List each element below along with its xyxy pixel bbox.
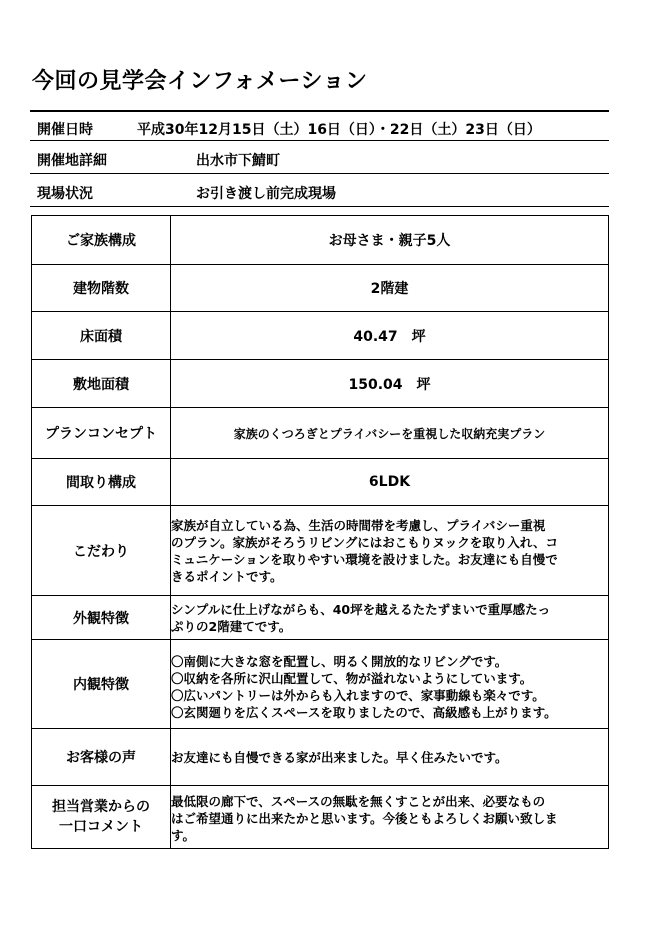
spec-row-floor-area (32, 312, 609, 360)
spec-table (31, 215, 609, 849)
sales-comment-label-line: 担当営業からの (52, 799, 150, 815)
floor-area-label: 床面積 (32, 312, 171, 360)
sales-comment-line: はご希望通りに出来たかと思います。今後ともよろしくお願い致しま (171, 811, 558, 826)
dates-value: 平成30年12月15日（土）16日（日）・22日（土）23日（日） (137, 122, 541, 138)
family-value: お母さま・親子5人 (171, 216, 609, 265)
spec-row-layout (32, 459, 609, 506)
site-status-label: 現場状況 (37, 186, 93, 202)
sales-comment-text (171, 786, 609, 849)
sales-comment-line: す。 (171, 828, 196, 843)
spec-row-kodawari (32, 506, 609, 596)
spec-row-exterior (32, 596, 609, 640)
location-value: 出水市下鯖町 (196, 153, 280, 169)
sales-comment-label (32, 786, 171, 849)
interior-line: 〇広いパントリーは外からも入れますので、家事動線も楽々です。 (171, 688, 545, 703)
kodawari-text (171, 506, 609, 596)
spec-row-site-area (32, 360, 609, 408)
interior-line: 〇玄関廻りを広くスペースを取りましたので、高級感も上がります。 (171, 705, 557, 720)
info-row-site-status (30, 176, 609, 207)
location-label: 開催地詳細 (37, 153, 107, 169)
kodawari-line: 家族が自立している為、生活の時間帯を考慮し、プライバシー重視 (171, 517, 546, 533)
exterior-text (171, 596, 609, 640)
floors-value: 2階建 (171, 265, 609, 312)
floors-label: 建物階数 (32, 265, 171, 312)
customer-voice-label: お客様の声 (32, 729, 171, 786)
plan-concept-label: プランコンセプト (32, 408, 171, 459)
spec-row-sales-comment (32, 786, 609, 849)
customer-voice-value: お友達にも自慢できる家が出来ました。早く住みたいです。 (171, 729, 609, 786)
family-label: ご家族構成 (32, 216, 171, 265)
site-status-value: お引き渡し前完成現場 (196, 186, 336, 202)
layout-value: 6LDK (171, 459, 609, 506)
plan-concept-value: 家族のくつろぎとプライバシーを重視した収納充実プラン (171, 408, 609, 459)
floor-area-value: 40.47 坪 (171, 312, 609, 360)
kodawari-line: のプラン。家族がそろうリビングにはおこもりヌックを取り入れ、コ (171, 534, 559, 550)
sales-comment-line: 最低限の廊下で、スペースの無駄を無くすことが出来、必要なもの (171, 794, 546, 809)
kodawari-line: きるポイントです。 (171, 568, 283, 584)
sales-comment-label-line: 一口コメント (59, 819, 143, 835)
interior-line: 〇収納を各所に沢山配置して、物が溢れないようにしています。 (171, 671, 533, 686)
info-row-location (30, 143, 609, 174)
kodawari-line: ミュニケーションを取りやすい環境を設けました。お友達にも自慢で (171, 551, 558, 567)
spec-row-customer-voice (32, 729, 609, 786)
spec-row-plan-concept (32, 408, 609, 459)
info-row-dates (30, 110, 609, 141)
site-area-value: 150.04 坪 (171, 360, 609, 408)
site-area-label: 敷地面積 (32, 360, 171, 408)
spec-row-floors (32, 265, 609, 312)
interior-line: 〇南側に大きな窓を配置し、明るく開放的なリビングです。 (171, 654, 508, 669)
interior-label: 内観特徴 (32, 640, 171, 729)
page-title: 今回の見学会インフォメーション (32, 69, 368, 94)
interior-text (171, 640, 609, 729)
exterior-line: シンプルに仕上げながらも、40坪を越えるたたずまいで重厚感たっ (171, 601, 551, 617)
spec-row-family (32, 216, 609, 265)
spec-row-interior (32, 640, 609, 729)
kodawari-label: こだわり (32, 506, 171, 596)
exterior-label: 外観特徴 (32, 596, 171, 640)
layout-label: 間取り構成 (32, 459, 171, 506)
dates-label: 開催日時 (37, 122, 93, 138)
exterior-line: ぷりの2階建てです。 (171, 618, 292, 634)
